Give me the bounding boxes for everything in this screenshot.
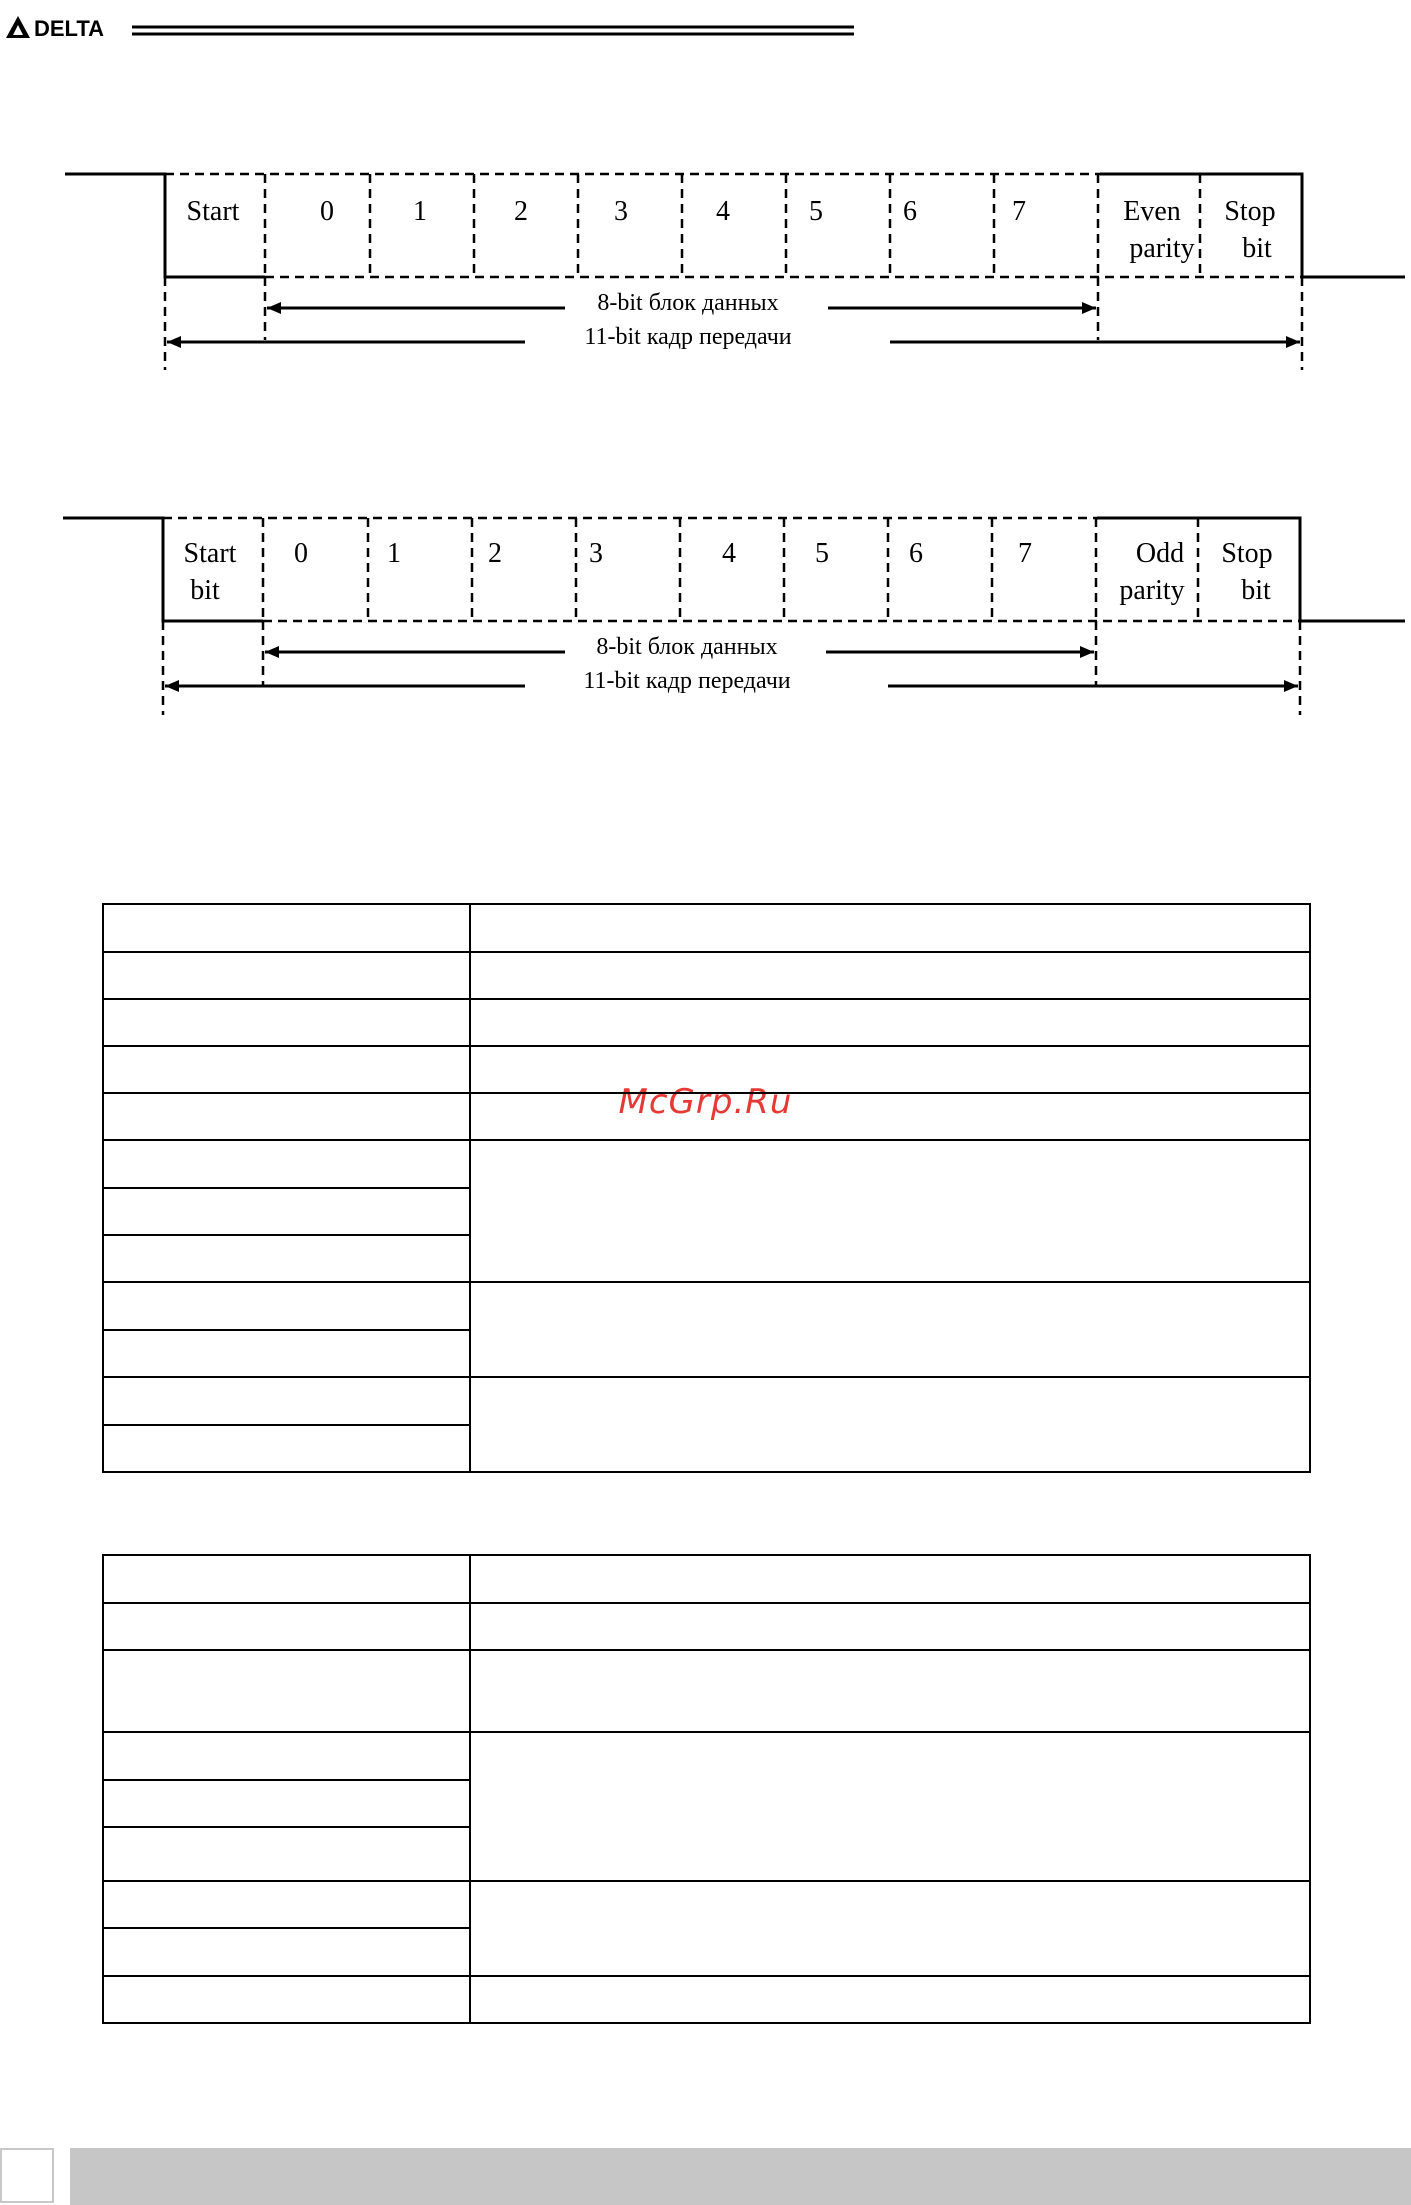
logo-text: DELTA <box>34 16 105 40</box>
table-1 <box>102 903 1311 1473</box>
footer-bar <box>70 2148 1411 2205</box>
table-row <box>103 1140 1310 1188</box>
table-row <box>103 1282 1310 1330</box>
watermark: McGrp.Ru <box>618 1082 793 1122</box>
cell-bit-4: 4 <box>722 538 736 569</box>
cell-stop-line1: Stop <box>1221 538 1273 569</box>
table-row <box>103 1046 1310 1093</box>
cell-start: Start <box>186 196 240 227</box>
cell-bit-1: 1 <box>413 196 427 227</box>
table-row <box>103 1555 1310 1603</box>
frame-diagram-even <box>0 160 1411 380</box>
cell-bit-3: 3 <box>614 196 628 227</box>
delta-logo <box>4 14 130 40</box>
table-row <box>103 952 1310 999</box>
cell-bit-5: 5 <box>815 538 829 569</box>
cell-parity-line1: Odd <box>1135 538 1185 569</box>
table-row <box>103 904 1310 952</box>
cell-bit-2: 2 <box>488 538 502 569</box>
data-block-label: 8-bit блок данных <box>596 634 778 660</box>
table-row <box>103 1093 1310 1140</box>
frame-label: 11-bit кадр передачи <box>583 668 791 694</box>
cell-bit-6: 6 <box>903 196 917 227</box>
cell-bit-7: 7 <box>1012 196 1026 227</box>
frame-diagram-even-svg <box>0 160 1411 380</box>
page-header <box>0 0 1411 60</box>
cell-bit-0: 0 <box>294 538 308 569</box>
cell-stop-line2: bit <box>1241 575 1271 606</box>
cell-parity-line1: Even <box>1123 196 1181 227</box>
header-rule <box>132 25 854 37</box>
table-2 <box>102 1554 1311 2024</box>
cell-parity-line2: parity <box>1119 575 1185 606</box>
cell-bit-4: 4 <box>716 196 730 227</box>
cell-bit-7: 7 <box>1018 538 1032 569</box>
page-number-box <box>0 2148 54 2203</box>
cell-stop-line1: Stop <box>1224 196 1276 227</box>
frame-diagram-odd-svg <box>0 505 1411 725</box>
cell-start-line2: bit <box>190 575 220 606</box>
cell-bit-6: 6 <box>909 538 923 569</box>
data-block-label: 8-bit блок данных <box>597 290 779 316</box>
cell-parity-line2: parity <box>1129 233 1195 264</box>
frame-label: 11-bit кадр передачи <box>584 324 792 350</box>
table-row <box>103 1732 1310 1780</box>
cell-start-line1: Start <box>183 538 237 569</box>
page-footer <box>0 2148 1411 2205</box>
cell-stop-line2: bit <box>1242 233 1272 264</box>
table-row <box>103 1377 1310 1425</box>
table-row <box>103 1881 1310 1928</box>
cell-bit-1: 1 <box>387 538 401 569</box>
cell-bit-5: 5 <box>809 196 823 227</box>
frame-diagram-odd <box>0 505 1411 725</box>
table-row <box>103 999 1310 1046</box>
cell-bit-2: 2 <box>514 196 528 227</box>
cell-bit-0: 0 <box>320 196 334 227</box>
cell-bit-3: 3 <box>589 538 603 569</box>
table-row <box>103 1976 1310 2023</box>
table-row <box>103 1603 1310 1650</box>
table-row <box>103 1650 1310 1732</box>
